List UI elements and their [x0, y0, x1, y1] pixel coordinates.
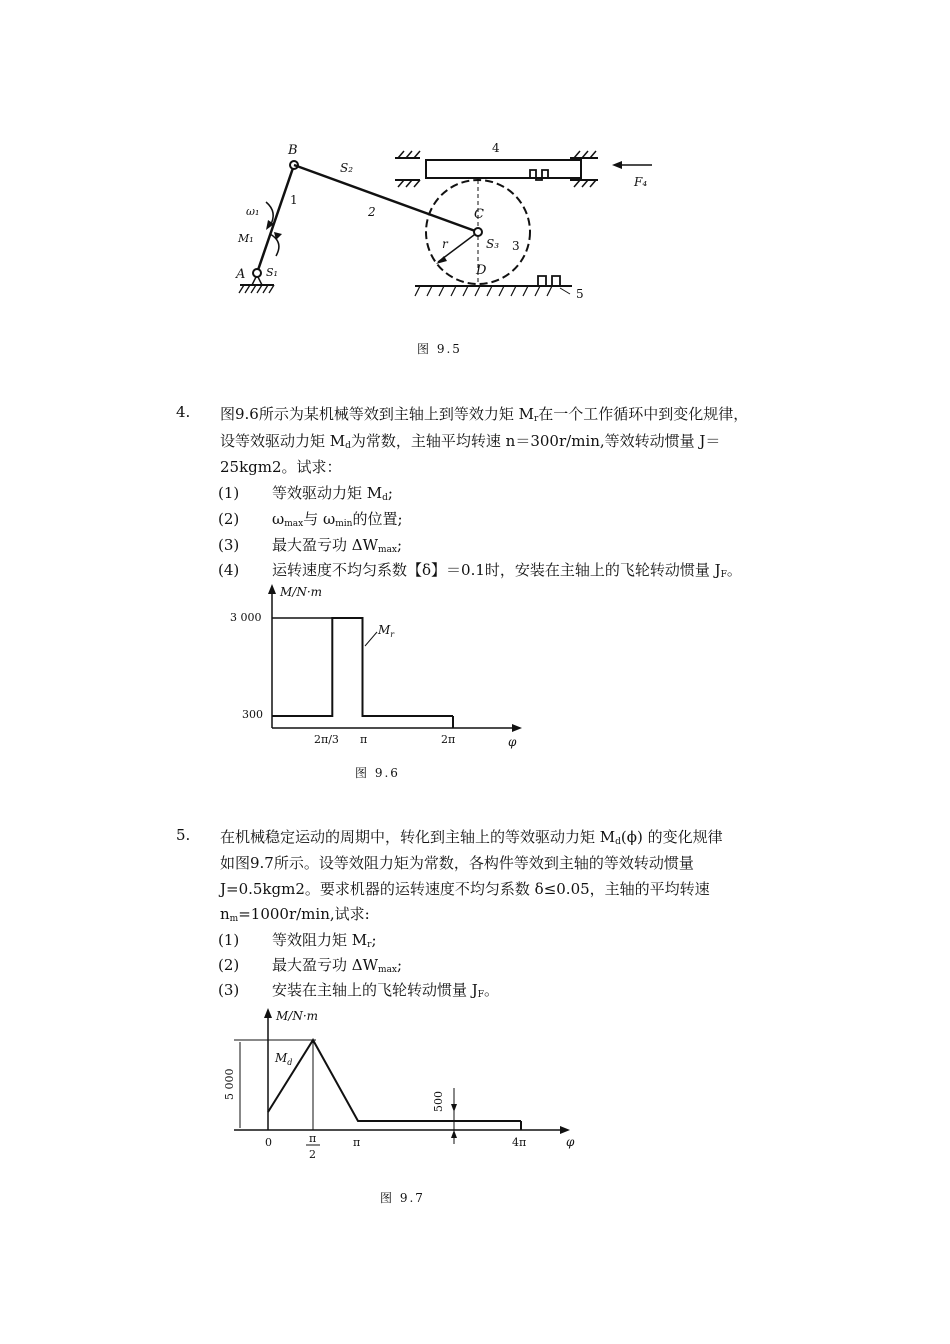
q5-item-3: (3) 安装在主轴上的飞轮转动惯量 $J_F$。	[218, 981, 500, 1000]
label-s2: S₂	[340, 161, 354, 175]
x-axis-label: φ	[508, 735, 517, 749]
label-rack5: 5	[576, 287, 584, 301]
label-link1: 1	[290, 193, 298, 207]
mr-leader	[365, 632, 377, 646]
q4-line-2: 设等效驱动力矩 $M_d$为常数，主轴平均转速 n＝300r/min,等效转动惯量 J＝	[220, 432, 721, 451]
figure-9-6-caption: 图 9.6	[355, 766, 400, 780]
q5-number: 5.	[176, 826, 191, 844]
x-tick-4pi: 4π	[512, 1136, 527, 1149]
slider-4	[426, 160, 581, 178]
rack-teeth-5	[538, 276, 560, 286]
figure-9-5-caption: 图 9.5	[417, 342, 462, 356]
joint-c	[474, 228, 482, 236]
q4-item-3: (3) 最大盈亏功 $\Delta W_{max}$;	[218, 536, 403, 555]
x-tick-pi: π	[360, 733, 368, 746]
x-axis-label: φ	[566, 1135, 575, 1149]
label-b: B	[288, 143, 298, 158]
figure-9-6-chart	[220, 580, 530, 750]
link-1	[257, 165, 294, 273]
md-series-line	[268, 1040, 521, 1121]
x-tick-0: 0	[265, 1136, 272, 1149]
label-c: C	[474, 207, 484, 222]
label-a: A	[236, 267, 246, 282]
y-tick-5000: 5 000	[223, 1068, 236, 1100]
y-axis-label: M/N·m	[276, 1009, 319, 1023]
q4-item-1: (1) 等效驱动力矩 $M_d$;	[218, 484, 393, 503]
mr-series-line	[272, 618, 453, 716]
q5-line-2: 如图9.7所示。设等效阻力矩为常数，各构件等效到主轴的等效转动惯量	[220, 854, 694, 872]
figure-9-5-mechanism	[220, 130, 670, 310]
label-f4: F₄	[634, 175, 648, 189]
label-s3: S₃	[486, 237, 500, 251]
q4-item-4: (4) 运转速度不均匀系数【δ】＝0.1时，安装在主轴上的飞轮转动惯量 $J_F$。	[218, 561, 742, 580]
series-label-md: $M_d$	[275, 1051, 293, 1067]
y-tick-300: 300	[242, 708, 263, 721]
q5-item-2: (2) 最大盈亏功 $\Delta W_{max}$;	[218, 956, 403, 975]
q4-number: 4.	[176, 403, 191, 421]
joint-a	[253, 269, 261, 277]
series-label-mr: $M_r$	[378, 623, 395, 639]
label-link2: 2	[368, 205, 376, 219]
label-d: D	[476, 263, 487, 278]
q5-line-4: $n_m=1000r/\min$,试求:	[220, 905, 370, 924]
x-tick-2pi: 2π	[441, 733, 456, 746]
q5-item-1: (1) 等效阻力矩 $M_r$;	[218, 931, 377, 950]
label-omega1: ω₁	[246, 205, 260, 218]
label-r: r	[442, 237, 448, 251]
y-axis-label: M/N·m	[280, 585, 323, 599]
label-s1: S₁	[266, 266, 278, 279]
q5-line-1: 在机械稳定运动的周期中，转化到主轴上的等效驱动力矩 $M_d(\phi)$ 的变化规律	[220, 828, 723, 847]
q4-line-3: 25kgm2。试求：	[220, 458, 342, 476]
guide-left	[395, 151, 420, 187]
y-tick-3000: 3 000	[230, 611, 262, 624]
x-tick-2pi-3: 2π/3	[314, 733, 339, 746]
x-tick-pi-half-den: 2	[309, 1148, 316, 1161]
figure-9-7-caption: 图 9.7	[380, 1191, 425, 1205]
q4-item-2: (2) $\omega_{max}$与 $\omega_{min}$的位置;	[218, 510, 403, 529]
q4-line-1: 图9.6所示为某机械等效到主轴上到等效力矩 $M_r$在一个工作循环中到变化规律，	[220, 405, 749, 424]
dim-500-label: 500	[432, 1091, 445, 1112]
x-tick-pi: π	[353, 1136, 361, 1149]
label-link4: 4	[492, 141, 500, 155]
label-wheel3: 3	[512, 239, 520, 253]
x-tick-pi-half-num: π	[309, 1132, 317, 1145]
label-m1: M₁	[238, 232, 254, 245]
q5-line-3: J=0.5kgm2。要求机器的运转速度不均匀系数 δ≤0.05，主轴的平均转速	[220, 880, 710, 898]
figure-9-7-chart	[220, 1002, 580, 1172]
